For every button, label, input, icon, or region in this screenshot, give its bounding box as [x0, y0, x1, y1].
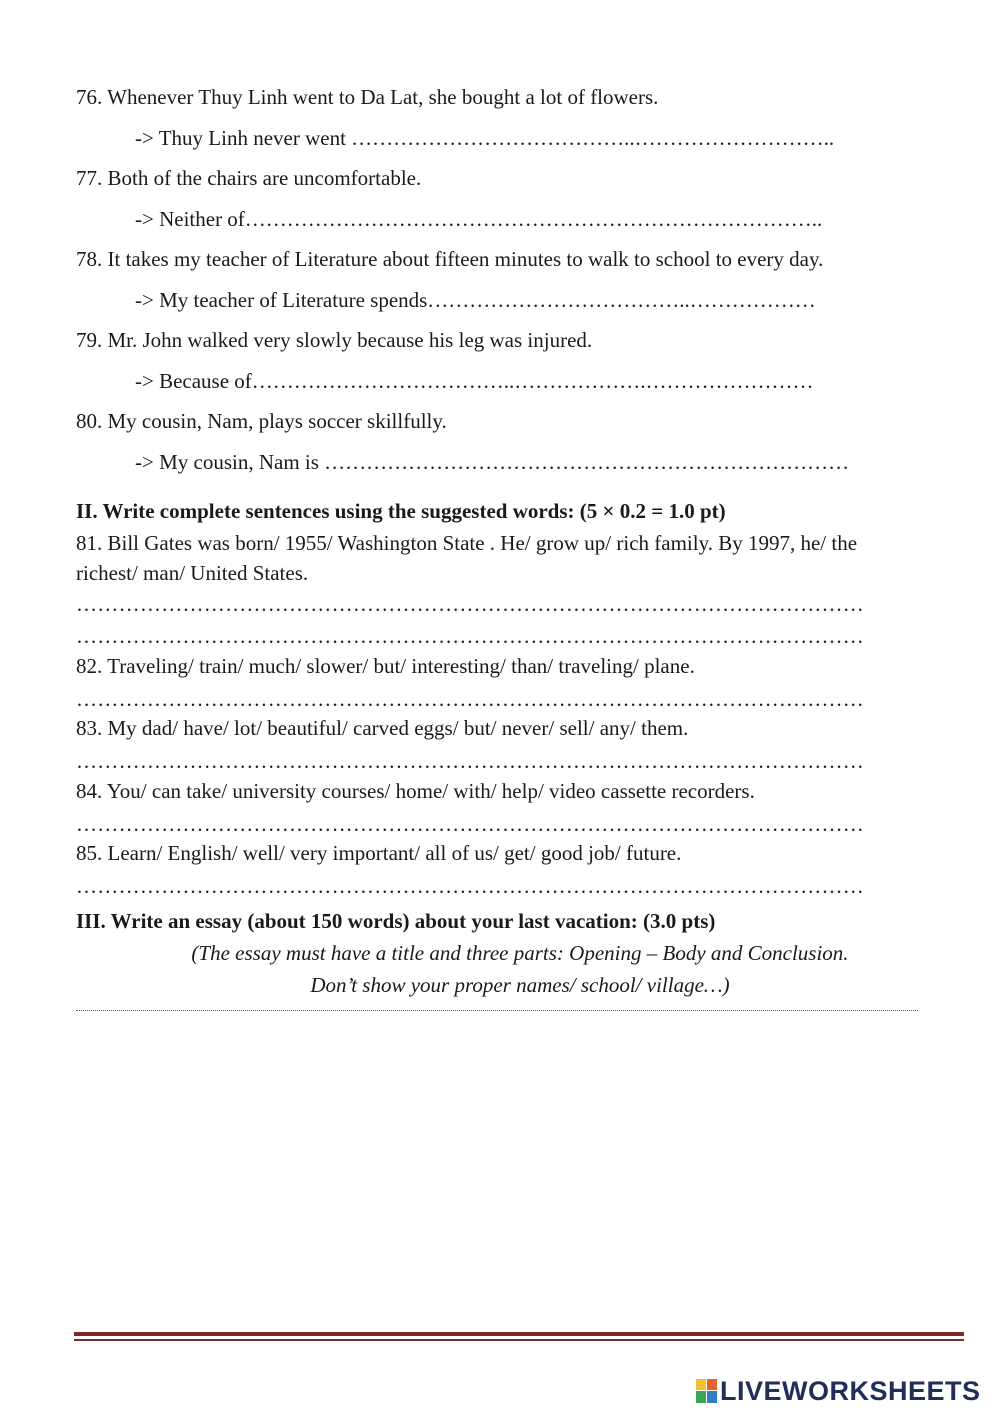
- question-77-answer[interactable]: -> Neither of………………………………………………………………………..: [135, 207, 823, 231]
- footer-rule-thin: [74, 1339, 964, 1341]
- question-83-prompt: 83. My dad/ have/ lot/ beautiful/ carved eggs/ but/ never/ sell/ any/ them.: [76, 716, 689, 740]
- section-2-heading: II. Write complete sentences using the suggested words: (5 × 0.2 = 1.0 pt): [76, 499, 726, 523]
- question-81-prompt-line1: 81. Bill Gates was born/ 1955/ Washington State . He/ grow up/ rich family. By 1997, he/ the: [76, 531, 858, 555]
- question-84-answer-line[interactable]: …………………………………………………………………………………………………: [76, 812, 865, 836]
- question-84-prompt: 84. You/ can take/ university courses/ home/ with/ help/ video cassette recorders.: [76, 779, 755, 803]
- question-81-prompt-line2: richest/ man/ United States.: [76, 561, 309, 585]
- liveworksheets-brand: [696, 1373, 981, 1409]
- question-85-prompt: 85. Learn/ English/ well/ very important/ all of us/ get/ good job/ future.: [76, 841, 682, 865]
- question-82-answer-line[interactable]: …………………………………………………………………………………………………: [76, 687, 865, 711]
- question-76-answer[interactable]: -> Thuy Linh never went …………………………………..………………………..: [135, 126, 835, 150]
- question-78-prompt: 78. It takes my teacher of Literature about fifteen minutes to walk to school to every day.: [76, 247, 824, 271]
- section-3-heading: III. Write an essay (about 150 words) about your last vacation: (3.0 pts): [76, 909, 716, 933]
- question-78-answer[interactable]: -> My teacher of Literature spends………………………………..………………: [135, 288, 816, 312]
- question-83-answer-line[interactable]: …………………………………………………………………………………………………: [76, 749, 865, 773]
- liveworksheets-logo-icon: [696, 1377, 718, 1405]
- question-81-answer-line-1[interactable]: …………………………………………………………………………………………………: [76, 592, 865, 616]
- essay-answer-line[interactable]: [76, 1010, 918, 1011]
- question-79-prompt: 79. Mr. John walked very slowly because his leg was injured.: [76, 328, 593, 352]
- question-79-answer[interactable]: -> Because of………………………………..……………….……………………: [135, 369, 814, 393]
- liveworksheets-wordmark: LIVEWORKSHEETS: [720, 1375, 981, 1406]
- question-81-answer-line-2[interactable]: …………………………………………………………………………………………………: [76, 624, 865, 648]
- footer-rule: [74, 1332, 964, 1336]
- essay-instruction-line2: Don’t show your proper names/ school/ village…): [310, 973, 730, 997]
- question-80-prompt: 80. My cousin, Nam, plays soccer skillfully.: [76, 409, 447, 433]
- essay-instruction-line1: (The essay must have a title and three parts: Opening – Body and Conclusion.: [191, 941, 849, 965]
- question-85-answer-line[interactable]: …………………………………………………………………………………………………: [76, 874, 865, 898]
- question-82-prompt: 82. Traveling/ train/ much/ slower/ but/ interesting/ than/ traveling/ plane.: [76, 654, 695, 678]
- question-80-answer[interactable]: -> My cousin, Nam is …………………………………………………………………: [135, 450, 850, 474]
- question-77-prompt: 77. Both of the chairs are uncomfortable.: [76, 166, 422, 190]
- question-76-prompt: 76. Whenever Thuy Linh went to Da Lat, she bought a lot of flowers.: [76, 85, 659, 109]
